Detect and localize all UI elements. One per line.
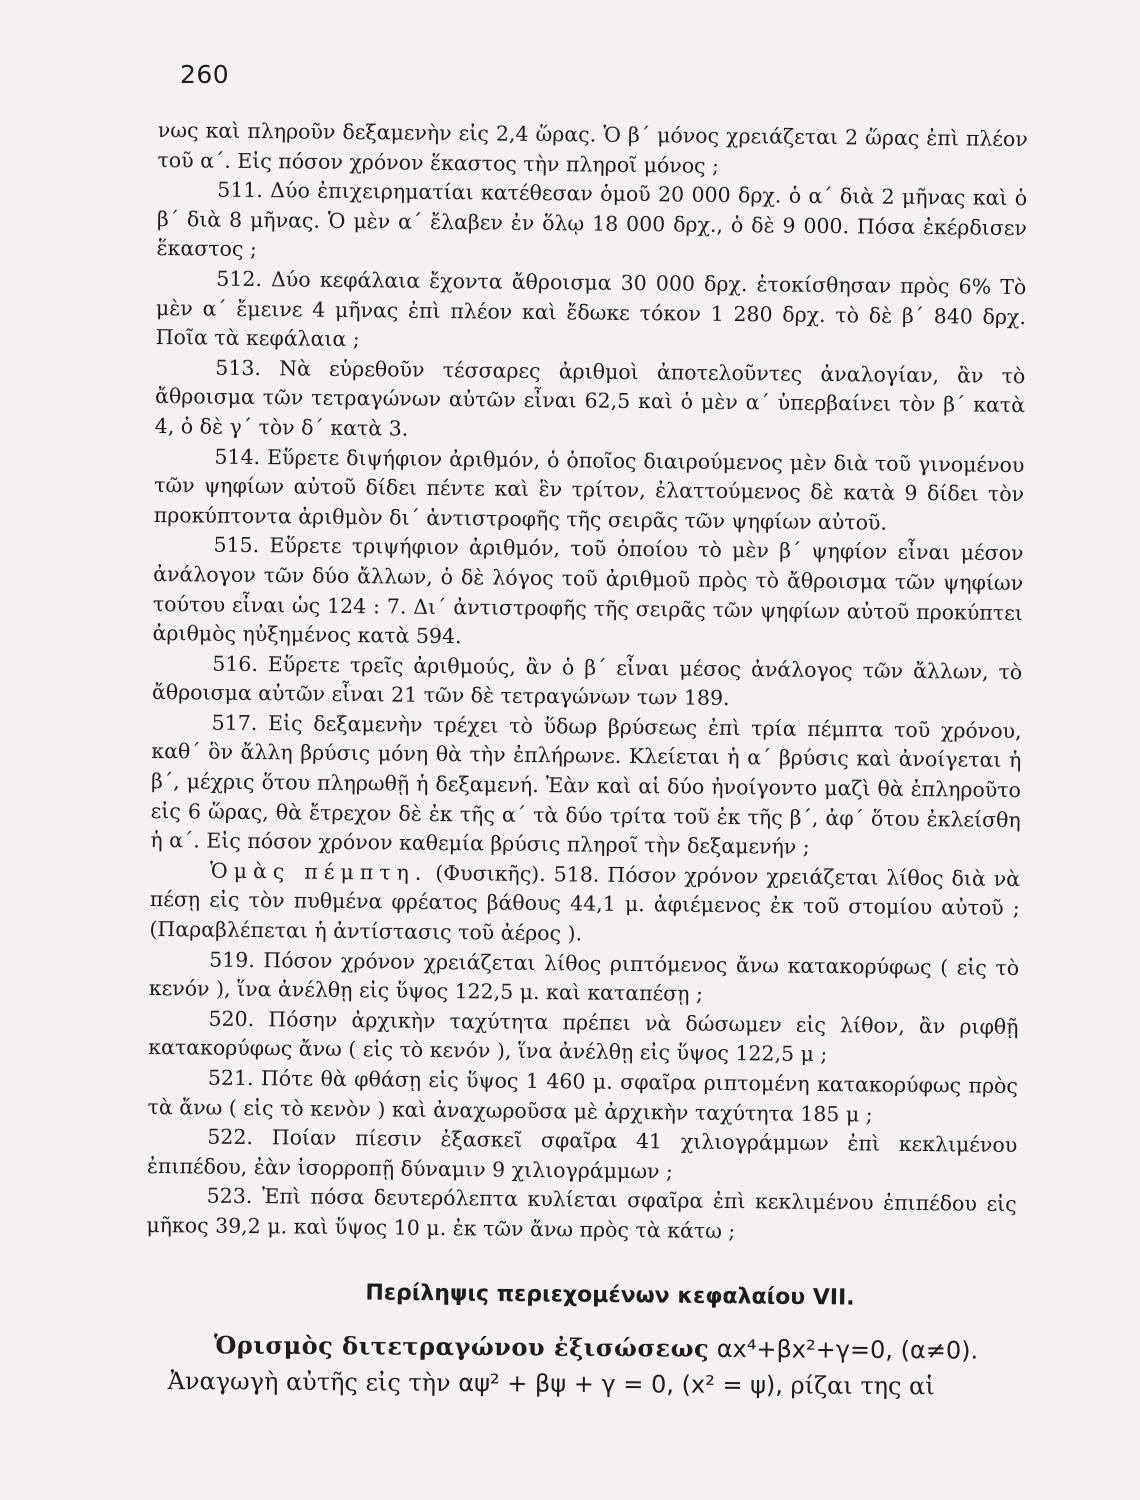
exercise-520: 520. Πόσην ἀρχικὴν ταχύτητα πρέπει νὰ δώσωμεν εἰς λίθον, ἂν ριφθῇ κατακορύφως ἄνω ( εἰς τὸ κενόν ), ἵνα ἀνέλθῃ εἰς ὕψος 122,5 μ ; — [148, 1006, 1019, 1067]
exercise-518-text: (Φυσικῆς). 518. Πόσον χρόνον χρειάζεται λίθος διὰ νὰ πέσῃ εἰς τὸν πυθμένα φρέατος βάθους 44,1 μ. ἀφιέμενος ἐκ τοῦ στομίου αὐτοῦ ; (Παραβλέπεται ἡ ἀντίστασις τοῦ ἀέρος ). — [149, 860, 1021, 946]
reduction-tail: ρίζαι της αἱ — [790, 1371, 935, 1401]
exercise-continuation: νως καὶ πληροῦν δεξαμενὴν εἰς 2,4 ὥρας. Ὁ β΄ μόνος χρειάζεται 2 ὥρας ἐπὶ πλέον τοῦ α΄. Εἰς πόσον χρόνον ἕκαστος τὴν πληροῖ μόνος ; — [157, 117, 1028, 178]
exercise-516: 516. Εὕρετε τρεῖς ἀριθμούς, ἂν ὁ β΄ εἶναι μέσος ἀνάλογος τῶν ἄλλων, τὸ ἄθροισμα αὐτῶν εἶναι 21 τῶν δὲ τετραγώνων των 189. — [151, 651, 1023, 711]
reduction-line — [167, 1363, 1027, 1405]
exercise-511: 511. Δύο ἐπιχειρηματίαι κατέθεσαν ὁμοῦ 20 000 δρχ. ὁ α΄ διὰ 2 μῆνας καὶ ὁ β΄ διὰ 8 μῆνας. Ὁ μὲν α΄ ἔλαβεν ἐν ὅλῳ 18 000 δρχ., ὁ δὲ 9 000. Πόσα ἐκέρδισεν ἕκαστος ; — [156, 177, 1028, 262]
exercise-512: 512. Δύο κεφάλαια ἔχοντα ἄθροισμα 30 000 δρχ. ἐτοκίσθησαν πρὸς 6% Τὸ μὲν α΄ ἔμεινε 4 μῆνας ἐπὶ πλέον καὶ ἔδωκε τόκον 1 280 δρχ. τὸ δὲ β΄ 840 δρχ. Ποῖα τὰ κεφάλαια ; — [155, 266, 1027, 352]
reduction-formula: αψ² + βψ + γ = 0, (x² = ψ), — [458, 1369, 784, 1400]
page-number: 260 — [180, 60, 230, 89]
exercise-514: 514. Εὕρετε διψήφιον ἀριθμόν, ὁ ὁποῖος διαιρούμενος μὲν διὰ τοῦ γινομένου τῶν ψηφίων αὐτοῦ δίδει πέντε καὶ ἓν τρίτον, ἐλαττούμενος δὲ κατὰ 9 δίδει τὸν προκύπτοντα ἀριθμὸν δι΄ ἀντιστροφῆς τῆς σειρᾶς τῶν ψηφίων αὐτοῦ. — [153, 444, 1025, 535]
chapter-summary-definition — [167, 1327, 1027, 1405]
exercise-518 — [149, 856, 1020, 954]
exercise-523: 523. Ἐπὶ πόσα δευτερόλεπτα κυλίεται σφαῖρα ἐπὶ κεκλιμένου ἐπιπέδου εἰς μῆκος 39,2 μ. καὶ ὕψος 10 μ. ἐκ τῶν ἄνω πρὸς τὰ κάτω ; — [146, 1183, 1017, 1244]
group-label: Ὁμὰς πέμπτη. — [209, 858, 428, 885]
chapter-summary-title: Περίληψις περιεχομένων κεφαλαίου VII. — [365, 1280, 855, 1311]
definition-lead: Ὁρισμὸς διτετραγώνου ἐξισώσεως — [213, 1330, 710, 1363]
exercise-521: 521. Πότε θὰ φθάσῃ εἰς ὕψος 1 460 μ. σφαῖρα ριπτομένη κατακορύφως πρὸς τὰ ἄνω ( εἰς τὸ κενὸν ) καὶ ἀναχωροῦσα μὲ ἀρχικὴν ταχύτητα 185 μ ; — [147, 1065, 1019, 1127]
exercise-522: 522. Ποίαν πίεσιν ἐξασκεῖ σφαῖρα 41 χιλιογράμμων ἐπὶ κεκλιμένου ἐπιπέδου, ἐὰν ἰσορροπῇ δύναμιν 9 χιλιογράμμων ; — [146, 1124, 1018, 1184]
definition-line — [168, 1327, 1028, 1369]
definition-formula: αx⁴+βx²+γ=0, (α≠0). — [716, 1334, 979, 1365]
exercise-513: 513. Νὰ εὑρεθοῦν τέσσαρες ἀριθμοὶ ἀποτελοῦντες ἀναλογίαν, ἂν τὸ ἄθροισμα τῶν τετραγώνων αὐτῶν εἶναι 62,5 καὶ ὁ μὲν α΄ ὑπερβαίνει τὸν β΄ κατὰ 4, ὁ δὲ γ΄ τὸν δ΄ κατὰ 3. — [154, 355, 1026, 441]
exercise-515: 515. Εὕρετε τριψήφιον ἀριθμόν, τοῦ ὁποίου τὸ μὲν β΄ ψηφίον εἶναι μέσον ἀνάλογον τῶν δύο ἄλλων, ὁ δὲ λόγος τοῦ ἀριθμοῦ πρὸς τὸ ἄθροισμα τῶν ψηφίων τούτου εἶναι ὡς 124 : 7. Δι΄ ἀντιστροφῆς τῆς σειρᾶς τῶν ψηφίων αὐτοῦ προκύπτει ἀριθμὸς ηὐξημένος κατὰ 594. — [152, 532, 1024, 649]
reduction-text: Ἀναγωγὴ αὐτῆς εἰς τὴν — [167, 1366, 451, 1397]
exercise-519: 519. Πόσον χρόνον χρειάζεται λίθος ριπτόμενος ἄνω κατακορύφως ( εἰς τὸ κενόν ), ἵνα ἀνέλθῃ εἰς ὕψος 122,5 μ. καὶ καταπέσῃ ; — [148, 947, 1020, 1006]
exercise-list — [146, 116, 1028, 1250]
exercise-517: 517. Εἰς δεξαμενὴν τρέχει τὸ ὕδωρ βρύσεως ἐπὶ τρία πέμπτα τοῦ χρόνου, καθ΄ ὃν ἄλλη βρύσις μόνη θὰ τὴν ἐπλήρωνε. Κλείεται ἡ α΄ βρύσις καὶ ἀνοίγεται ἡ β΄, μέχρις ὅτου πληρωθῇ ἡ δεξαμενή. Ἐὰν καὶ αἱ δύο ἠνοίγοντο μαζὶ θὰ ἐπληροῦτο εἰς 6 ὥρας, θὰ ἔτρεχον δὲ ἐκ τῆς α΄ τὰ δύο τρίτα τοῦ ἐκ τῆς β΄, ἀφ΄ ὅτου ἐκλείσθη ἡ α΄. Εἰς πόσον χρόνον καθεμία βρύσις πληροῖ τὴν δεξαμενήν ; — [150, 710, 1022, 860]
